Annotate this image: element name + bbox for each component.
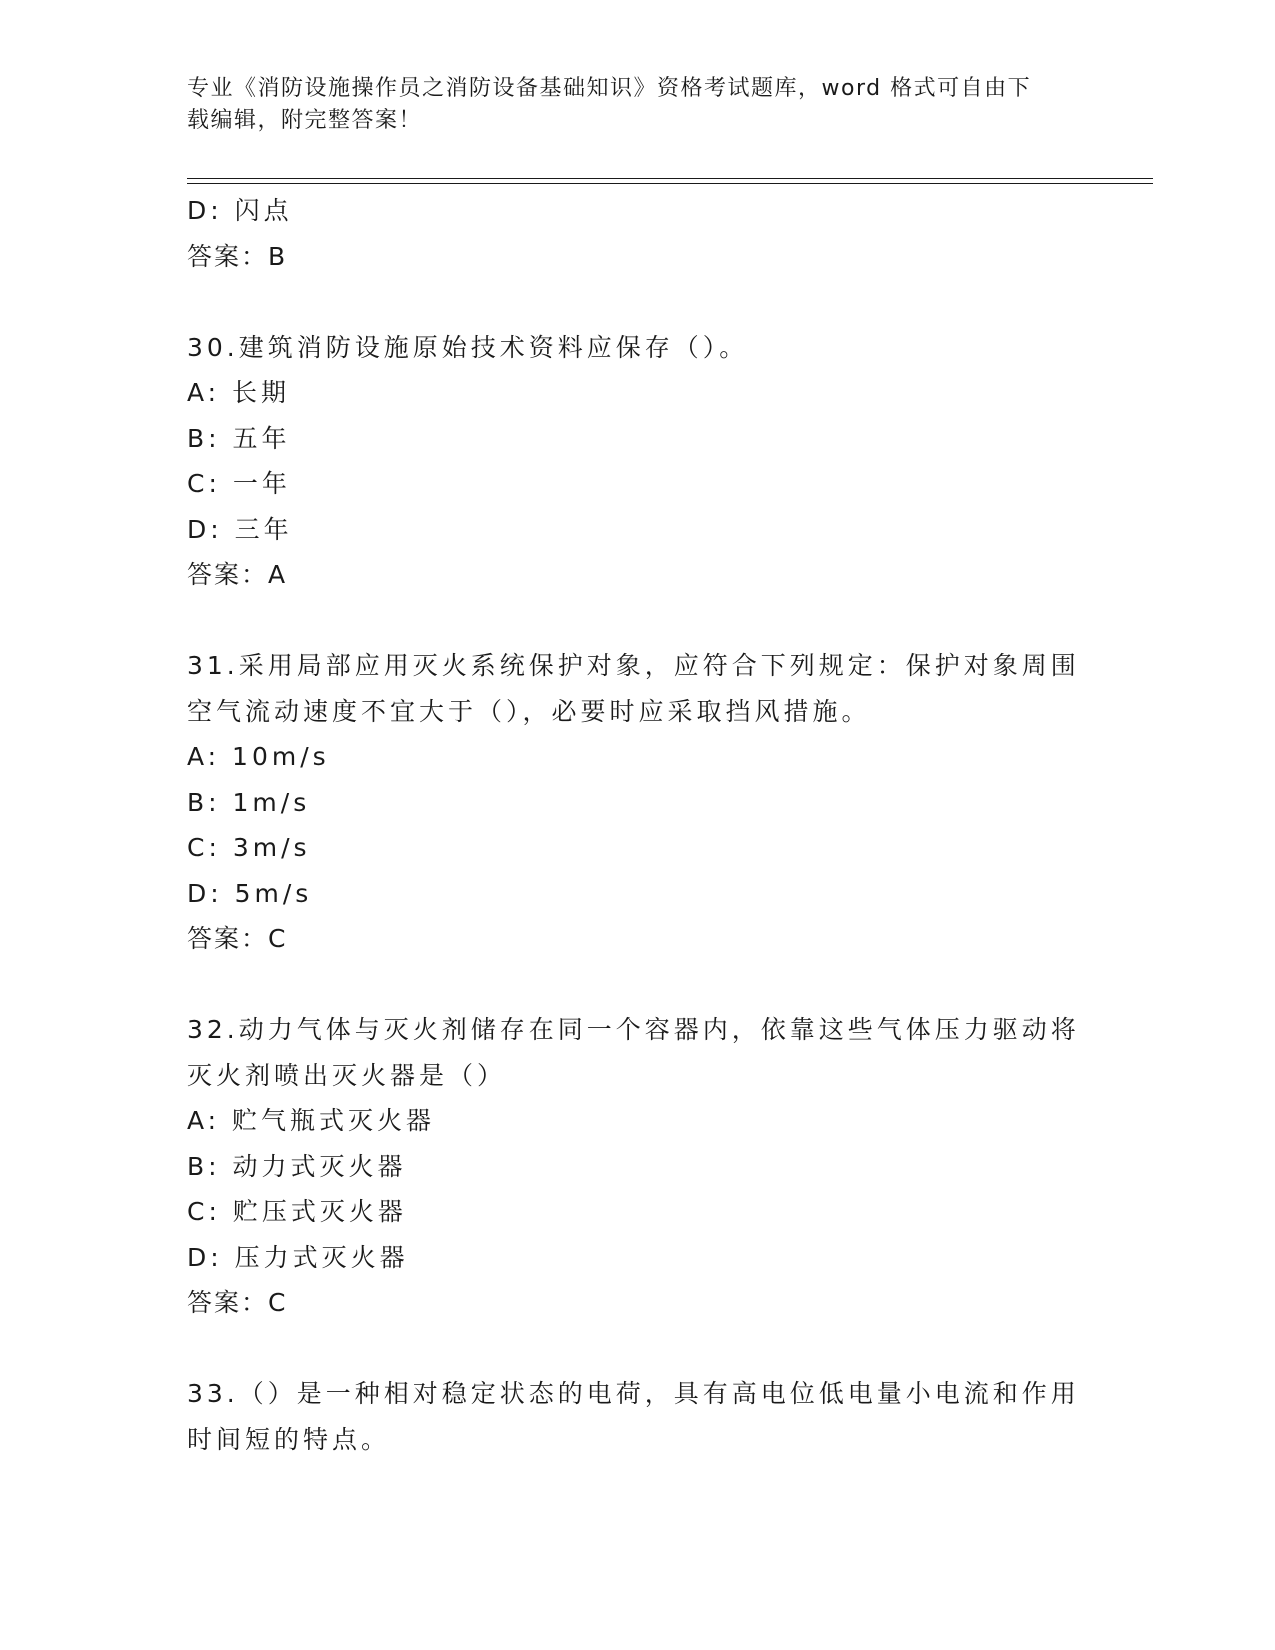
option-d: D: 三年 [187,514,293,544]
option-a: A: 长期 [187,378,291,407]
option-a: A: 10m/s [187,742,330,771]
question-stem [187,1371,1087,1462]
stem-line: 32.动力气体与灭火剂储存在同一个容器内，依靠这些气体压力驱动将 [187,1015,1080,1044]
answer-line: 答案：B [187,241,288,271]
stem-line: 灭火剂喷出灭火器是（） [187,1060,507,1090]
option-d: D: 5m/s [187,878,313,908]
stem-line: 空气流动速度不宜大于（），必要时应采取挡风措施。 [187,696,871,726]
answer-line: 答案：C [187,1288,288,1317]
option-b: B: 1m/s [187,787,311,817]
option-a: A: 贮气瓶式灭火器 [187,1106,436,1135]
header-divider-top [187,178,1153,179]
document-header [187,73,1067,137]
header-line-1: 专业《消防设施操作员之消防设备基础知识》资格考试题库，word 格式可自由下 [187,76,1032,101]
option-c: C: 一年 [187,469,291,498]
option-c: C: 3m/s [187,833,311,862]
option-d: D: 闪点 [187,196,293,225]
question-stem [187,1007,1087,1098]
stem-line: 30.建筑消防设施原始技术资料应保存（）。 [187,332,749,362]
option-b: B: 动力式灭火器 [187,1151,407,1181]
answer-line: 答案：A [187,560,288,589]
header-line-2: 载编辑，附完整答案！ [187,108,423,133]
header-divider-bottom [187,183,1153,184]
question-33 [187,1371,1087,1462]
answer-line: 答案：C [187,924,288,953]
question-list [187,188,1087,1462]
question-32 [187,1007,1087,1326]
option-b: B: 五年 [187,423,291,453]
stem-line: 时间短的特点。 [187,1424,391,1454]
previous-question-tail [187,188,1087,279]
question-stem [187,643,1087,734]
option-d: D: 压力式灭火器 [187,1242,409,1272]
stem-line: 33.（）是一种相对稳定状态的电荷，具有高电位低电量小电流和作用 [187,1379,1080,1408]
question-30 [187,325,1087,598]
option-c: C: 贮压式灭火器 [187,1197,407,1226]
stem-line: 31.采用局部应用灭火系统保护对象，应符合下列规定：保护对象周围 [187,651,1080,680]
question-31 [187,643,1087,962]
question-stem [187,325,1087,371]
